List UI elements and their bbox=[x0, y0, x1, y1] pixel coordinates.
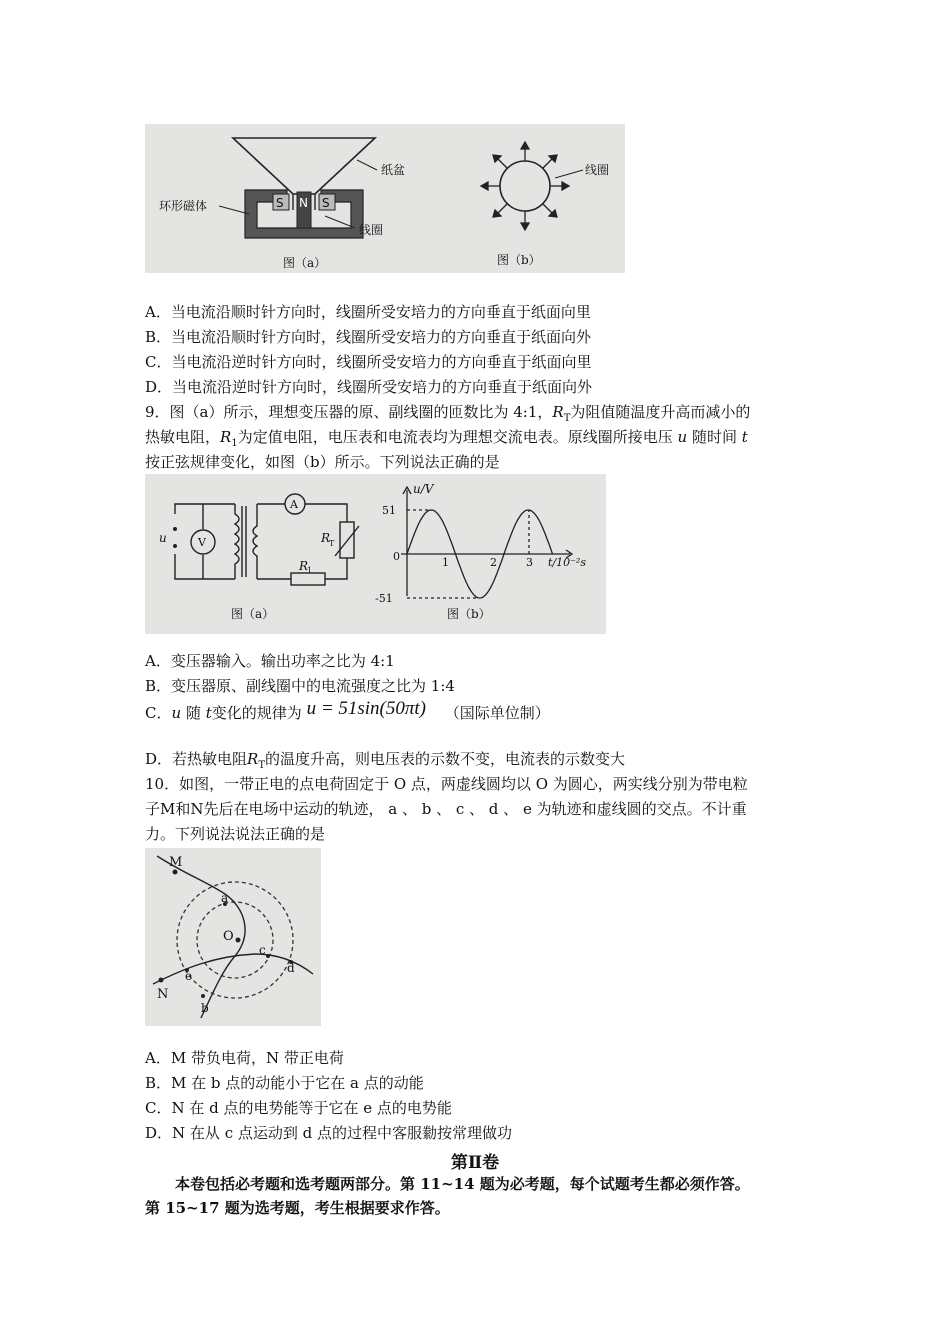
radial-arrows bbox=[481, 142, 569, 230]
q9-d-r: R bbox=[247, 750, 259, 768]
label-m: M bbox=[169, 855, 183, 870]
rt-label: R bbox=[321, 531, 331, 545]
q9-t-symbol: t bbox=[741, 428, 748, 446]
q9-c-u: u bbox=[171, 704, 182, 722]
label-n: N bbox=[157, 987, 169, 1002]
q8-option-a: A．当电流沿顺时针方向时，线圈所受安培力的方向垂直于纸面向里 bbox=[145, 303, 591, 321]
section-desc-line-1: 本卷包括必考题和选考题两部分。第 11~14 题为必考题，每个试题考生都必须作答。 bbox=[175, 1175, 750, 1193]
q9-u-symbol: u bbox=[677, 428, 688, 446]
voltmeter-label: V bbox=[198, 536, 206, 549]
q9-text-1a: 9．图（a）所示，理想变压器的原、副线圈的匝数比为 4:1， bbox=[145, 403, 553, 421]
q9-r1-symbol: R bbox=[220, 428, 232, 446]
paper-cone-shape bbox=[233, 138, 375, 194]
section-title: 第Ⅱ卷 bbox=[450, 1153, 500, 1173]
y-max-label: 51 bbox=[382, 504, 396, 517]
paper-cone-label: 纸盆 bbox=[381, 163, 406, 177]
coil-circle bbox=[500, 161, 550, 211]
rt-sub-label: T bbox=[329, 539, 335, 548]
figure-9b-label: 图（b） bbox=[447, 607, 491, 621]
figure-speaker bbox=[145, 124, 625, 273]
q9-d-sub: T bbox=[258, 760, 265, 771]
pole-s-left: S bbox=[276, 196, 284, 210]
transformer-diagram bbox=[145, 474, 606, 634]
q8-option-d: D．当电流沿逆时针方向时，线圈所受安培力的方向垂直于纸面向外 bbox=[145, 378, 593, 396]
q10-option-a: A．M 带负电荷，N 带正电荷 bbox=[145, 1049, 344, 1067]
q9-stem-line-3: 按正弦规律变化，如图（b）所示。下列说法正确的是 bbox=[145, 453, 500, 471]
q10-option-d: D．N 在从 c 点运动到 d 点的过程中客服勬按常理做功 bbox=[145, 1124, 512, 1142]
ammeter-label: A bbox=[290, 498, 298, 511]
magnet-label: 环形磁体 bbox=[159, 199, 208, 213]
q8-option-b: B．当电流沿顺时针方向时，线圈所受安培力的方向垂直于纸面向外 bbox=[145, 328, 592, 346]
q9-text-2a: 热敏电阻， bbox=[145, 428, 221, 446]
q10-option-b: B．M 在 b 点的动能小于它在 a 点的动能 bbox=[145, 1074, 424, 1092]
speaker-diagram bbox=[145, 124, 625, 273]
q9-text-1b: 为阻值随温度升高而减小的 bbox=[570, 403, 751, 421]
label-a: a bbox=[221, 891, 229, 905]
pole-s-right: S bbox=[322, 196, 330, 210]
q9-c-suffix: （国际单位制） bbox=[444, 704, 550, 722]
q9-c-formula: u = 51sin(50πt) bbox=[306, 698, 427, 719]
q9-option-b: B．变压器原、副线圈中的电流强度之比为 1:4 bbox=[145, 677, 455, 695]
q9-text-2b: 为定值电阻，电压表和电流表均为理想交流电表。原线圈所接电压 bbox=[237, 428, 673, 446]
q9-option-c bbox=[145, 700, 550, 726]
outer-dashed-circle bbox=[177, 882, 293, 998]
label-c: c bbox=[259, 943, 266, 957]
q9-text-2c: 随时间 bbox=[691, 428, 737, 446]
figure-b-label: 图（b） bbox=[497, 253, 541, 267]
pole-n: N bbox=[299, 196, 308, 210]
q9-r1-sub: 1 bbox=[231, 438, 238, 449]
x-tick-2: 2 bbox=[490, 556, 497, 569]
y-min-label: -51 bbox=[375, 592, 393, 605]
u-axis-label: u/V bbox=[413, 482, 434, 496]
label-d: d bbox=[287, 961, 295, 975]
input-u-label: u bbox=[159, 531, 167, 545]
q8-option-c: C．当电流沿逆时针方向时，线圈所受安培力的方向垂直于纸面向里 bbox=[145, 353, 592, 371]
label-b: b bbox=[201, 1001, 209, 1015]
q9-d-text-2: 的温度升高，则电压表的示数不变，电流表的示数变大 bbox=[265, 750, 626, 768]
charge-field-diagram bbox=[145, 848, 321, 1026]
inner-dashed-circle bbox=[197, 902, 273, 978]
r1-label: R bbox=[299, 559, 309, 573]
charge-point-o bbox=[236, 938, 241, 943]
q9-option-d bbox=[145, 749, 625, 776]
origin-label: 0 bbox=[393, 550, 400, 563]
figure-charge-field bbox=[145, 848, 321, 1026]
q9-rt-symbol: R bbox=[552, 403, 564, 421]
x-tick-3: 3 bbox=[526, 556, 533, 569]
t-axis-label: t/10⁻²s bbox=[548, 556, 586, 569]
figure-transformer bbox=[145, 474, 606, 634]
coil-b-label: 线圈 bbox=[585, 163, 610, 177]
q9-c-prefix: C． bbox=[145, 704, 172, 722]
q9-c-t: t bbox=[205, 704, 212, 722]
figure-a-label: 图（a） bbox=[283, 256, 327, 270]
x-tick-1: 1 bbox=[442, 556, 449, 569]
coil-label: 线圈 bbox=[359, 223, 384, 237]
label-e: e bbox=[185, 969, 193, 983]
q9-c-text-1: 随 bbox=[185, 704, 201, 722]
section-desc-line-2: 第 15~17 题为选考题，考生根据要求作答。 bbox=[145, 1199, 450, 1217]
q9-c-text-2: 变化的规律为 bbox=[211, 704, 302, 722]
r1-sub-label: 1 bbox=[307, 566, 313, 575]
q9-option-a: A．变压器输入。输出功率之比为 4:1 bbox=[145, 652, 395, 670]
figure-9a-label: 图（a） bbox=[231, 607, 275, 621]
q10-stem-line-3: 力。下列说法说法正确的是 bbox=[145, 825, 326, 843]
q10-stem-line-2: 子M和N先后在电场中运动的轨迹， a 、 b 、 c 、 d 、 e 为轨迹和虚线圆的交点。不计重 bbox=[145, 800, 747, 818]
q9-d-text-1: D．若热敏电阻 bbox=[145, 750, 248, 768]
q9-stem-line-2 bbox=[145, 427, 748, 454]
q10-option-c: C．N 在 d 点的电势能等于它在 e 点的电势能 bbox=[145, 1099, 452, 1117]
q9-stem-line-1 bbox=[145, 402, 750, 429]
q10-stem-line-1: 10．如图，一带正电的点电荷固定于 O 点，两虚线圆均以 O 为圆心，两实线分别为带电粒 bbox=[145, 775, 748, 793]
label-o: O bbox=[223, 929, 234, 944]
q9-rt-sub: T bbox=[563, 413, 571, 424]
